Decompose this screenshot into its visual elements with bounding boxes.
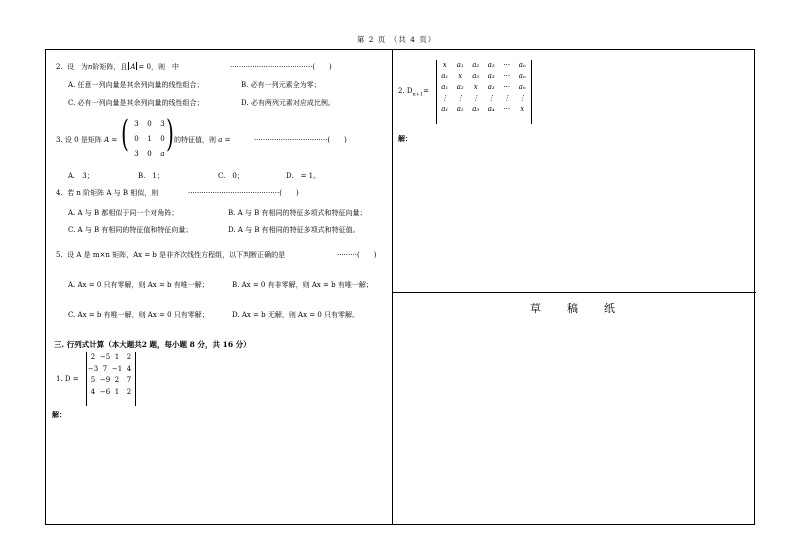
q4-option-b: B. A 与 B 有相同的特征多项式和特征向量； xyxy=(228,209,367,217)
q3-answer-blank: ·································( ) xyxy=(254,136,347,144)
det1-matrix: 2 −5 1 2 −3 7 −1 4 5 −9 2 7 4 −6 1 2 xyxy=(86,352,136,406)
det1-solution-label: 解： xyxy=(52,410,66,419)
q4-option-d: D. A 与 B 有相同的特征多项式和特征值。 xyxy=(228,226,360,234)
det2-matrix: x a₁ a₂ a₃ ··· aₙ a₁ x a₂ a₃ ··· aₙ a₁ a₂ x a₃ ··· aₙ ⋮ ⋮ ⋮ ⋮ ⋮ ⋮ a₁ a₂ a₃ a₄ ··· x xyxy=(436,60,532,124)
q5-option-d: D. Ax = b 无解，则 Ax = 0 只有零解。 xyxy=(232,311,360,319)
q4-option-c: C. A 与 B 有相同的特征值和特征向量； xyxy=(68,226,193,234)
q5-stem: 5. 设 A 是 m×n 矩阵，Ax = b 是非齐次线性方程组，以下判断正确的是 xyxy=(56,251,286,259)
q3-option-b: B. 1； xyxy=(138,172,164,180)
draft-divider xyxy=(392,292,756,293)
q2-answer-blank: ·····································( ) xyxy=(230,63,332,71)
q2-stem: 2. 设 为n阶矩阵，且 A = 0，则 中 xyxy=(56,63,179,71)
q3-option-d: D. = 1。 xyxy=(286,172,321,180)
section-3-title: 三. 行列式计算（本大题共2 题，每小题 8 分，共 16 分） xyxy=(54,340,251,349)
column-divider xyxy=(392,50,393,524)
q3-matrix: 3 0 3 0 1 0 3 0 a xyxy=(134,120,165,158)
q3-option-a: A. 3； xyxy=(68,172,94,180)
det2-label: 2. $D_{n+1}=$ xyxy=(398,87,429,98)
q3-option-c: C. 0； xyxy=(218,172,244,180)
q3-stem: 3. 设 0 是矩阵 A = xyxy=(56,136,118,144)
q5-answer-blank: ·········( ) xyxy=(337,251,377,259)
q3-matrix-left-paren: ( xyxy=(121,114,129,155)
q4-option-a: A. A 与 B 都相似于同一个对角阵； xyxy=(68,209,179,217)
exam-frame xyxy=(45,49,755,525)
q2-option-c: C. 必有一列向量是其余列向量的线性组合； xyxy=(68,99,204,107)
q4-stem: 4. 若 n 阶矩阵 A 与 B 相似，则 xyxy=(56,189,159,197)
det1-label: 1. D = xyxy=(56,375,79,383)
q2-option-a: A. 任意一列向量是其余列向量的线性组合； xyxy=(68,81,204,89)
q3-matrix-right-paren: ) xyxy=(166,114,174,155)
page-number-header: 第 2 页 （共 4 页） xyxy=(356,35,437,44)
q2-option-b: B. 必有一列元素全为零； xyxy=(241,81,321,89)
q4-answer-blank: ·········································( ) xyxy=(188,189,299,197)
q2-option-d: D. 必有两列元素对应成比例。 xyxy=(241,99,335,107)
q5-option-c: C. Ax = b 有唯一解，则 Ax = 0 只有零解； xyxy=(68,311,209,319)
q5-option-a: A. Ax = 0 只有零解，则 Ax = b 有唯一解； xyxy=(68,281,209,289)
q5-option-b: B. Ax = 0 有非零解，则 Ax = b 有唯一解； xyxy=(232,281,373,289)
draft-paper-title: 草稿纸 xyxy=(530,302,641,315)
q3-stem-cont: 的特征值，则 a = xyxy=(174,136,231,144)
det2-solution-label: 解： xyxy=(398,134,412,143)
